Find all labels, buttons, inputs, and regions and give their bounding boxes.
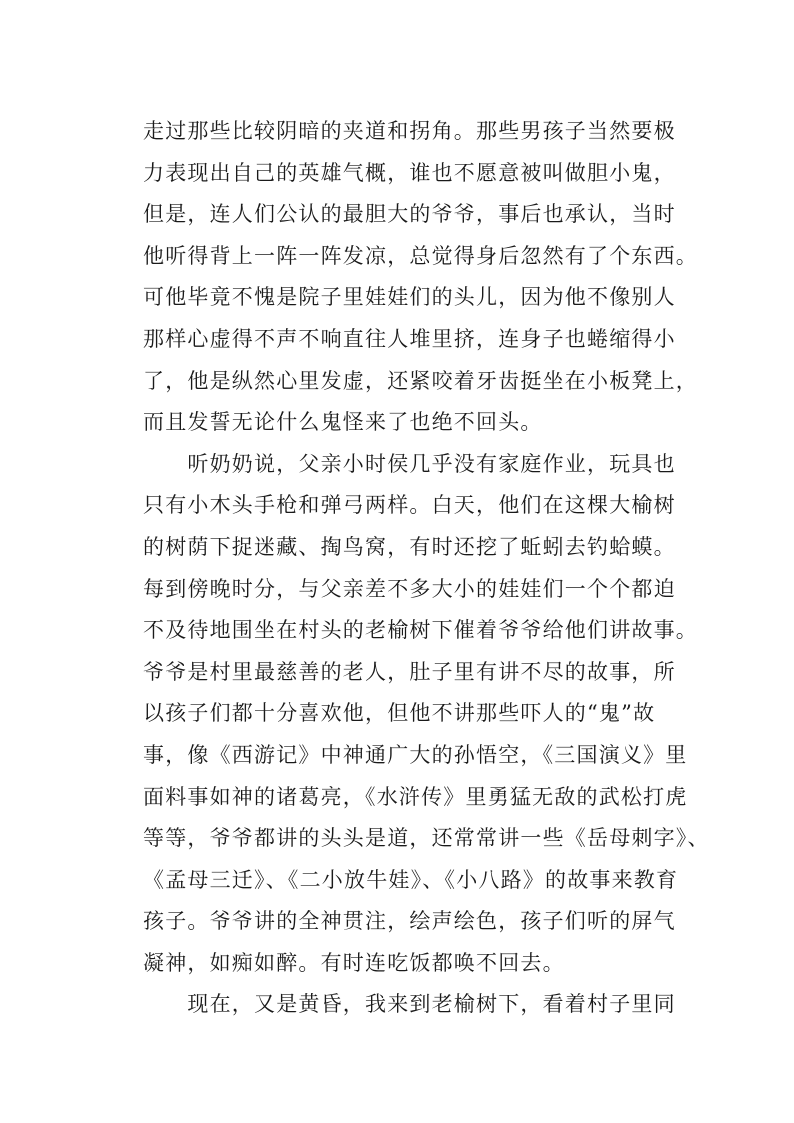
text-line: 每到傍晚时分，与父亲差不多大小的娃娃们一个个都迫 — [143, 576, 676, 601]
text-line: 走过那些比较阴暗的夹道和拐角。那些男孩子当然要极 — [143, 119, 676, 143]
text-line: 凝神，如痴如醉。有时连吃饭都唤不回去。 — [143, 950, 565, 975]
text-line: 孩子。爷爷讲的全神贯注，绘声绘色，孩子们听的屏气 — [143, 909, 676, 934]
text-line: 只有小木头手枪和弹弓两样。白天，他们在这棵大榆树 — [143, 493, 676, 518]
text-line: 爷爷是村里最慈善的老人，肚子里有讲不尽的故事，所 — [143, 659, 676, 684]
text-line: 听奶奶说，父亲小时侯几乎没有家庭作业，玩具也 — [143, 451, 676, 476]
text-line: 的树荫下捉迷藏、掏鸟窝，有时还挖了蚯蚓去钓蛤蟆。 — [143, 534, 676, 559]
text-line: 了，他是纵然心里发虚，还紧咬着牙齿挺坐在小板凳上， — [143, 368, 698, 393]
text-line: 他听得背上一阵一阵发凉，总觉得身后忽然有了个东西。 — [143, 243, 698, 268]
text-line: 面料事如神的诸葛亮，《水浒传》里勇猛无敌的武松打虎 — [143, 784, 688, 809]
text-line: 不及待地围坐在村头的老榆树下催着爷爷给他们讲故事。 — [143, 618, 698, 643]
text-line: 力表现出自己的英雄气概，谁也不愿意被叫做胆小鬼， — [143, 160, 676, 185]
text-line: 可他毕竟不愧是院子里娃娃们的头儿，因为他不像别人 — [143, 285, 676, 310]
text-line: 现在，又是黄昏，我来到老榆树下，看着村子里同 — [143, 992, 676, 1017]
text-line: 那样心虚得不声不响直往人堆里挤，连身子也蜷缩得小 — [143, 326, 676, 351]
body-text — [143, 111, 710, 1026]
text-line: 以孩子们都十分喜欢他，但他不讲那些吓人的“鬼”故 — [143, 701, 656, 726]
text-line: 《孟母三迁》、《二小放牛娃》、《小八路》的故事来教育 — [143, 867, 679, 892]
text-line: 而且发誓无论什么鬼怪来了也绝不回头。 — [143, 410, 543, 435]
text-line: 但是，连人们公认的最胆大的爷爷，事后也承认，当时 — [143, 202, 676, 227]
text-line: 等等，爷爷都讲的头头是道，还常常讲一些《岳母刺字》、 — [143, 826, 710, 851]
text-line: 事，像《西游记》中神通广大的孙悟空，《三国演义》里 — [143, 742, 688, 767]
